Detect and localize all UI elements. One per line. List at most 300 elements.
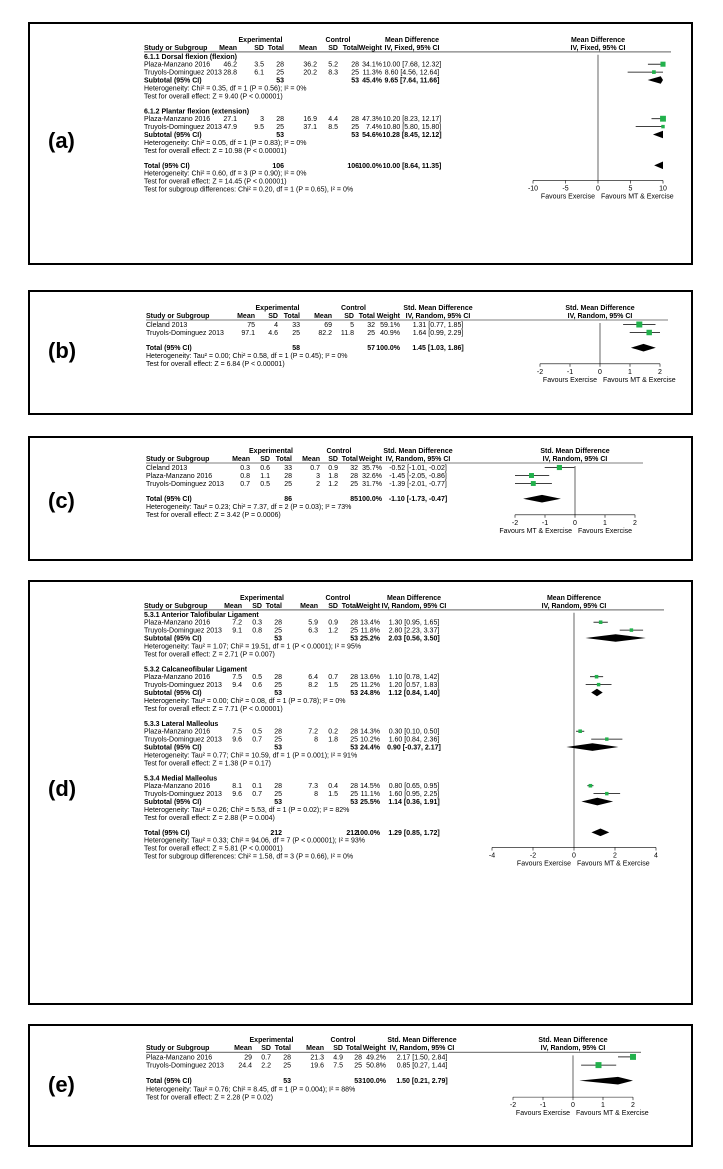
footnote: Heterogeneity: Tau² = 0.00; Chi² = 0.08, df = 1 (P = 0.78); I² = 0% bbox=[144, 697, 346, 705]
exp-total: 53 bbox=[274, 635, 282, 643]
exp-total: 25 bbox=[284, 481, 292, 488]
effect-header: Mean Difference bbox=[384, 37, 440, 44]
ctl-total: 106 bbox=[347, 162, 359, 170]
footnote: Heterogeneity: Chi² = 0.05, df = 1 (P = 0.83); I² = 0% bbox=[144, 139, 307, 147]
ctl-sd-header: SD bbox=[328, 602, 338, 610]
effect-ci: 1.50 [0.21, 2.79] bbox=[396, 1078, 448, 1086]
favours-right-label: Favours MT & Exercise bbox=[601, 193, 674, 201]
ctl-total: 25 bbox=[351, 124, 359, 132]
forest-plot-c bbox=[30, 438, 691, 559]
effect-ci: 8.60 [4.56, 12.64] bbox=[384, 69, 440, 77]
study-col-header: Study or Subgroup bbox=[144, 44, 208, 52]
footnote: Heterogeneity: Tau² = 0.23; Chi² = 7.37, df = 2 (P = 0.03); I² = 73% bbox=[146, 504, 352, 512]
ctl-total: 25 bbox=[350, 682, 358, 690]
control-header: Control bbox=[326, 448, 352, 455]
effect-method-header: IV, Random, 95% CI bbox=[389, 1045, 455, 1053]
effect-ci: 1.10 [0.78, 1.42] bbox=[388, 674, 440, 682]
exp-mean: 46.2 bbox=[223, 61, 237, 69]
exp-mean: 7.5 bbox=[232, 728, 242, 736]
total-label: Total (95% CI) bbox=[144, 829, 190, 837]
effect-ci: 10.00 [8.64, 11.35] bbox=[382, 162, 442, 170]
plot-title: Std. Mean Difference bbox=[538, 1037, 608, 1044]
footnote: Test for overall effect: Z = 9.40 (P < 0.00001) bbox=[144, 93, 283, 101]
ctl-total: 53 bbox=[350, 744, 358, 752]
study-square bbox=[646, 330, 651, 335]
exp-mean: 7.2 bbox=[232, 619, 242, 627]
ctl-mean-header: Mean bbox=[302, 456, 320, 463]
ctl-total: 57 bbox=[367, 345, 375, 353]
exp-sd-header: SD bbox=[261, 1045, 271, 1053]
effect-ci: 1.64 [0.99, 2.29] bbox=[412, 330, 464, 337]
favours-left-label: Favours Exercise bbox=[542, 376, 597, 384]
exp-total: 28 bbox=[283, 1054, 291, 1062]
exp-total-header: Total bbox=[274, 1045, 291, 1053]
total-diamond bbox=[631, 344, 656, 352]
effect-ci: 2.80 [2.23, 3.37] bbox=[388, 627, 440, 635]
exp-mean-header: Mean bbox=[219, 44, 237, 52]
total-diamond bbox=[523, 495, 561, 503]
x-tick-label: -10 bbox=[527, 185, 539, 193]
weight: 35.7% bbox=[362, 465, 382, 472]
footnote: Test for overall effect: Z = 2.28 (P = 0.02) bbox=[146, 1094, 273, 1102]
footnote: Heterogeneity: Tau² = 0.26; Chi² = 5.53, df = 1 (P = 0.02); I² = 82% bbox=[144, 806, 350, 814]
effect-header: Std. Mean Difference bbox=[383, 448, 453, 455]
effect-ci: 1.12 [0.84, 1.40] bbox=[388, 690, 440, 698]
exp-sd-header: SD bbox=[252, 602, 262, 610]
study-col-header: Study or Subgroup bbox=[146, 456, 210, 463]
study-name: Truyols-Dominguez 2013 bbox=[144, 791, 222, 799]
x-tick-label: 0 bbox=[573, 519, 577, 527]
ctl-mean: 20.2 bbox=[303, 69, 317, 77]
ctl-total: 212 bbox=[346, 829, 358, 837]
footnote: Test for subgroup differences: Chi² = 1.58, df = 3 (P = 0.66), I² = 0% bbox=[144, 853, 354, 861]
exp-mean: 0.3 bbox=[240, 465, 250, 472]
forest-plot-b bbox=[30, 292, 691, 413]
weight: 100.0% bbox=[358, 162, 382, 170]
panel-label: (e) bbox=[48, 1072, 75, 1097]
study-col-header: Study or Subgroup bbox=[146, 1045, 210, 1053]
study-square bbox=[597, 683, 600, 686]
exp-sd: 0.1 bbox=[252, 783, 262, 791]
ctl-mean: 36.2 bbox=[303, 61, 317, 69]
exp-mean: 9.6 bbox=[232, 736, 242, 744]
exp-sd: 4.6 bbox=[268, 330, 278, 337]
exp-mean: 8.1 bbox=[232, 783, 242, 791]
weight: 7.4% bbox=[366, 124, 382, 132]
weight: 11.1% bbox=[360, 791, 380, 799]
exp-total: 53 bbox=[283, 1078, 291, 1086]
x-tick-label: 1 bbox=[601, 1102, 605, 1110]
subtotal-diamond bbox=[581, 798, 613, 806]
ctl-total: 28 bbox=[351, 116, 359, 124]
footnote: Heterogeneity: Tau² = 0.33; Chi² = 94.06, df = 7 (P < 0.00001); I² = 93% bbox=[144, 837, 365, 845]
total-label: Total (95% CI) bbox=[144, 162, 190, 170]
ctl-mean: 8 bbox=[314, 736, 318, 744]
study-square bbox=[605, 792, 608, 795]
exp-sd: 9.5 bbox=[254, 124, 264, 132]
ctl-total: 25 bbox=[350, 627, 358, 635]
exp-sd: 3 bbox=[260, 116, 264, 124]
study-square bbox=[589, 784, 593, 788]
exp-total: 28 bbox=[274, 619, 282, 627]
exp-sd: 0.8 bbox=[252, 627, 262, 635]
ctl-sd: 7.5 bbox=[333, 1062, 343, 1070]
footnote: Test for overall effect: Z = 14.45 (P < 0.00001) bbox=[144, 178, 287, 186]
study-name: Plaza-Manzano 2016 bbox=[146, 473, 213, 480]
ctl-mean: 7.2 bbox=[308, 728, 318, 736]
control-header: Control bbox=[325, 595, 351, 602]
exp-mean: 28.8 bbox=[223, 69, 237, 77]
ctl-total: 25 bbox=[354, 1062, 362, 1070]
study-col-header: Study or Subgroup bbox=[144, 602, 208, 610]
exp-total: 25 bbox=[283, 1062, 291, 1070]
total-label: Total (95% CI) bbox=[146, 345, 192, 353]
weight: 13.6% bbox=[360, 674, 380, 682]
effect-ci: -1.45 [-2.05, -0.86] bbox=[389, 473, 447, 480]
subgroup-title: 5.3.1 Anterior Talofibular Ligament bbox=[144, 611, 259, 619]
exp-total: 25 bbox=[274, 627, 282, 635]
weight: 45.4% bbox=[362, 77, 382, 85]
weight: 14.3% bbox=[360, 728, 380, 736]
panel-label: (a) bbox=[48, 128, 75, 153]
weight: 100.0% bbox=[376, 345, 400, 353]
study-name: Plaza-Manzano 2016 bbox=[144, 728, 211, 736]
x-tick-label: 2 bbox=[658, 368, 662, 376]
exp-mean: 27.1 bbox=[223, 116, 237, 124]
footnote: Test for subgroup differences: Chi² = 0.20, df = 1 (P = 0.65), I² = 0% bbox=[144, 186, 354, 194]
effect-ci: 9.65 [7.64, 11.66] bbox=[384, 77, 440, 85]
exp-sd: 0.5 bbox=[260, 481, 270, 488]
ctl-sd: 1.5 bbox=[328, 791, 338, 799]
weight: 34.1% bbox=[362, 61, 382, 69]
plot-method-header: IV, Random, 95% CI bbox=[542, 456, 608, 463]
exp-total: 25 bbox=[274, 682, 282, 690]
ctl-mean: 16.9 bbox=[303, 116, 317, 124]
effect-ci: 10.20 [8.23, 12.17] bbox=[382, 116, 442, 124]
ctl-total: 25 bbox=[350, 736, 358, 744]
plot-method-header: IV, Random, 95% CI bbox=[540, 1045, 606, 1053]
weight: 40.9% bbox=[380, 330, 400, 337]
ctl-mean-header: Mean bbox=[314, 313, 332, 320]
ctl-sd: 5 bbox=[350, 322, 354, 329]
exp-mean: 47.9 bbox=[223, 124, 237, 132]
ctl-total: 28 bbox=[350, 728, 358, 736]
exp-total: 53 bbox=[274, 744, 282, 752]
subtotal-label: Subtotal (95% CI) bbox=[144, 635, 202, 643]
study-name: Cleland 2013 bbox=[146, 322, 188, 329]
study-square bbox=[557, 465, 562, 470]
study-square bbox=[661, 125, 664, 128]
study-name: Truyols-Dominguez 2013 bbox=[144, 736, 222, 744]
plot-method-header: IV, Random, 95% CI bbox=[541, 602, 607, 610]
ctl-sd: 8.3 bbox=[328, 69, 338, 77]
ctl-total: 28 bbox=[350, 619, 358, 627]
exp-mean-header: Mean bbox=[224, 602, 242, 610]
ctl-total: 28 bbox=[350, 783, 358, 791]
exp-total: 58 bbox=[292, 345, 300, 353]
exp-sd-header: SD bbox=[254, 44, 264, 52]
exp-mean: 7.5 bbox=[232, 674, 242, 682]
exp-mean: 9.6 bbox=[232, 791, 242, 799]
exp-total: 28 bbox=[284, 473, 292, 480]
subgroup-title: 5.3.3 Lateral Malleolus bbox=[144, 720, 219, 728]
weight: 24.8% bbox=[360, 690, 380, 698]
ctl-total: 28 bbox=[351, 61, 359, 69]
effect-ci: 0.30 [0.10, 0.50] bbox=[388, 728, 440, 736]
ctl-total: 53 bbox=[350, 635, 358, 643]
study-square bbox=[599, 620, 603, 624]
footnote: Test for overall effect: Z = 3.42 (P = 0.0006) bbox=[146, 512, 281, 520]
exp-total-header: Total bbox=[283, 313, 300, 320]
ctl-total: 85 bbox=[350, 496, 358, 504]
ctl-total-header: Total bbox=[342, 44, 359, 52]
effect-ci: -0.52 [-1.01, -0.02] bbox=[389, 465, 447, 472]
study-name: Plaza-Manzano 2016 bbox=[146, 1054, 213, 1062]
exp-total: 25 bbox=[276, 69, 284, 77]
weight: 10.2% bbox=[360, 736, 380, 744]
x-tick-label: 4 bbox=[654, 852, 658, 860]
weight-header: Weight bbox=[358, 44, 382, 52]
ctl-total: 28 bbox=[354, 1054, 362, 1062]
favours-right-label: Favours Exercise bbox=[578, 527, 633, 535]
exp-sd: 1.1 bbox=[260, 473, 270, 480]
study-square bbox=[596, 1062, 602, 1068]
plot-title: Mean Difference bbox=[570, 37, 626, 44]
ctl-total: 25 bbox=[350, 791, 358, 799]
panel-label: (c) bbox=[48, 488, 75, 513]
ctl-sd: 1.2 bbox=[328, 627, 338, 635]
weight-header: Weight bbox=[356, 602, 380, 610]
subtotal-diamond bbox=[653, 131, 663, 139]
ctl-mean: 69 bbox=[324, 322, 332, 329]
total-diamond bbox=[591, 829, 609, 837]
effect-ci: 1.45 [1.03, 1.86] bbox=[412, 345, 464, 353]
study-name: Truyols-Dominguez 2013 bbox=[146, 1062, 224, 1070]
study-square bbox=[630, 628, 633, 631]
ctl-sd: 0.4 bbox=[328, 783, 338, 791]
subtotal-label: Subtotal (95% CI) bbox=[144, 799, 202, 807]
exp-total: 53 bbox=[276, 132, 284, 140]
effect-ci: 1.20 [0.57, 1.83] bbox=[388, 682, 440, 690]
ctl-sd: 4.4 bbox=[328, 116, 338, 124]
x-tick-label: -1 bbox=[539, 1102, 547, 1110]
effect-header: Std. Mean Difference bbox=[403, 305, 473, 312]
x-tick-label: -5 bbox=[562, 185, 569, 193]
exp-sd: 6.1 bbox=[254, 69, 264, 77]
study-col-header: Study or Subgroup bbox=[146, 313, 210, 320]
plot-title: Mean Difference bbox=[546, 595, 602, 602]
exp-mean-header: Mean bbox=[234, 1045, 252, 1053]
ctl-mean: 8.2 bbox=[308, 682, 318, 690]
ctl-mean: 2 bbox=[316, 481, 320, 488]
exp-sd: 3.5 bbox=[254, 61, 264, 69]
study-name: Truyols-Dominguez 2013 bbox=[144, 69, 222, 77]
effect-ci: 1.30 [0.95, 1.65] bbox=[388, 619, 440, 627]
exp-sd: 0.5 bbox=[252, 674, 262, 682]
ctl-sd: 5.2 bbox=[328, 61, 338, 69]
exp-total: 53 bbox=[276, 77, 284, 85]
forest-plot-a bbox=[30, 24, 691, 263]
effect-ci: 1.31 [0.77, 1.85] bbox=[412, 322, 464, 329]
subtotal-diamond bbox=[648, 76, 663, 84]
footnote: Test for overall effect: Z = 2.88 (P = 0.004) bbox=[144, 814, 275, 822]
subtotal-label: Subtotal (95% CI) bbox=[144, 132, 202, 140]
effect-method-header: IV, Random, 95% CI bbox=[381, 602, 447, 610]
weight: 32.6% bbox=[362, 473, 382, 480]
study-name: Truyols-Dominguez 2013 bbox=[146, 481, 224, 488]
exp-total: 33 bbox=[292, 322, 300, 329]
panel-a bbox=[28, 22, 693, 265]
forest-plot-d bbox=[30, 582, 691, 1003]
x-tick-label: 5 bbox=[628, 185, 633, 193]
study-square bbox=[531, 481, 536, 486]
exp-total-header: Total bbox=[275, 456, 292, 463]
exp-total: 28 bbox=[274, 783, 282, 791]
ctl-sd-header: SD bbox=[328, 44, 338, 52]
ctl-total: 53 bbox=[350, 799, 358, 807]
subtotal-label: Subtotal (95% CI) bbox=[144, 77, 202, 85]
ctl-total: 28 bbox=[350, 674, 358, 682]
effect-method-header: IV, Random, 95% CI bbox=[405, 313, 471, 320]
exp-total: 28 bbox=[274, 674, 282, 682]
panel-label: (b) bbox=[48, 338, 77, 363]
experimental-header: Experimental bbox=[240, 595, 284, 602]
x-tick-label: -4 bbox=[488, 852, 496, 860]
subtotal-diamond bbox=[585, 634, 645, 642]
effect-ci: 0.85 [0.27, 1.44] bbox=[396, 1062, 448, 1070]
study-square bbox=[660, 62, 665, 67]
ctl-mean: 82.2 bbox=[318, 330, 332, 337]
effect-ci: 1.60 [0.84, 2.36] bbox=[388, 736, 440, 744]
ctl-total: 53 bbox=[351, 132, 359, 140]
subtotal-label: Subtotal (95% CI) bbox=[144, 690, 202, 698]
exp-total-header: Total bbox=[267, 44, 284, 52]
footnote: Heterogeneity: Chi² = 0.60, df = 3 (P = 0.90); I² = 0% bbox=[144, 170, 307, 178]
exp-sd-header: SD bbox=[268, 313, 278, 320]
study-square bbox=[529, 473, 534, 478]
footnote: Test for overall effect: Z = 6.84 (P < 0.00001) bbox=[146, 361, 285, 369]
effect-ci: -1.39 [-2.01, -0.77] bbox=[389, 481, 447, 488]
ctl-sd: 0.7 bbox=[328, 674, 338, 682]
study-square bbox=[660, 116, 666, 122]
x-tick-label: -2 bbox=[509, 1102, 517, 1110]
weight: 100.0% bbox=[356, 829, 380, 837]
ctl-mean: 0.7 bbox=[310, 465, 320, 472]
x-tick-label: 10 bbox=[659, 185, 667, 193]
x-tick-label: 2 bbox=[633, 519, 637, 527]
exp-total: 25 bbox=[292, 330, 300, 337]
plot-method-header: IV, Fixed, 95% CI bbox=[570, 44, 626, 52]
ctl-sd: 11.8 bbox=[340, 330, 354, 337]
exp-sd: 0.7 bbox=[252, 791, 262, 799]
exp-mean-header: Mean bbox=[237, 313, 255, 320]
exp-mean: 0.8 bbox=[240, 473, 250, 480]
subgroup-title: 6.1.2 Plantar flexion (extension) bbox=[144, 108, 250, 116]
ctl-sd-header: SD bbox=[344, 313, 354, 320]
exp-total: 212 bbox=[270, 829, 282, 837]
panel-label: (d) bbox=[48, 776, 77, 801]
x-tick-label: 0 bbox=[571, 1102, 575, 1110]
exp-sd: 2.2 bbox=[261, 1062, 271, 1070]
weight: 11.8% bbox=[360, 627, 380, 635]
favours-left-label: Favours Exercise bbox=[516, 860, 571, 868]
control-header: Control bbox=[325, 37, 351, 44]
x-tick-label: 2 bbox=[613, 852, 617, 860]
ctl-total-header: Total bbox=[341, 602, 358, 610]
subtotal-label: Subtotal (95% CI) bbox=[144, 744, 202, 752]
total-diamond bbox=[654, 162, 663, 170]
exp-total: 53 bbox=[274, 799, 282, 807]
x-tick-label: -2 bbox=[529, 852, 537, 860]
footnote: Test for overall effect: Z = 10.98 (P < 0.00001) bbox=[144, 147, 287, 155]
exp-mean: 9.1 bbox=[232, 627, 242, 635]
ctl-mean: 19.6 bbox=[310, 1062, 324, 1070]
ctl-mean: 6.3 bbox=[308, 627, 318, 635]
ctl-sd: 8.5 bbox=[328, 124, 338, 132]
exp-mean: 9.4 bbox=[232, 682, 242, 690]
footnote: Test for overall effect: Z = 1.38 (P = 0.17) bbox=[144, 760, 271, 768]
ctl-sd: 0.9 bbox=[328, 619, 338, 627]
ctl-mean: 21.3 bbox=[310, 1054, 324, 1062]
study-square bbox=[636, 322, 642, 328]
study-name: Plaza-Manzano 2016 bbox=[144, 619, 211, 627]
x-tick-label: 2 bbox=[631, 1102, 635, 1110]
experimental-header: Experimental bbox=[249, 1037, 294, 1044]
footnote: Test for overall effect: Z = 7.71 (P < 0.00001) bbox=[144, 705, 283, 713]
exp-total: 28 bbox=[274, 728, 282, 736]
effect-ci: 10.80 [5.80, 15.80] bbox=[382, 124, 442, 132]
forest-plot-e bbox=[30, 1026, 691, 1145]
study-name: Cleland 2013 bbox=[146, 465, 188, 472]
study-square bbox=[578, 729, 582, 733]
ctl-sd: 1.2 bbox=[328, 481, 338, 488]
effect-method-header: IV, Fixed, 95% CI bbox=[384, 44, 440, 52]
footnote: Heterogeneity: Chi² = 0.35, df = 1 (P = 0.56); I² = 0% bbox=[144, 85, 307, 93]
plot-title: Std. Mean Difference bbox=[565, 305, 635, 312]
study-name: Plaza-Manzano 2016 bbox=[144, 116, 211, 124]
control-header: Control bbox=[341, 305, 366, 312]
footnote: Test for overall effect: Z = 2.71 (P = 0.007) bbox=[144, 651, 275, 659]
study-name: Truyols-Dominguez 2013 bbox=[146, 330, 224, 337]
footnote: Heterogeneity: Tau² = 0.77; Chi² = 10.59, df = 1 (P = 0.001); I² = 91% bbox=[144, 752, 358, 760]
exp-sd: 0.5 bbox=[252, 728, 262, 736]
study-square bbox=[605, 737, 608, 740]
favours-right-label: Favours MT & Exercise bbox=[577, 860, 650, 868]
study-name: Truyols-Dominguez 2013 bbox=[144, 124, 222, 132]
weight: 13.4% bbox=[360, 619, 380, 627]
ctl-total: 32 bbox=[367, 322, 375, 329]
exp-sd-header: SD bbox=[260, 456, 270, 463]
weight: 11.2% bbox=[360, 682, 380, 690]
experimental-header: Experimental bbox=[249, 448, 293, 455]
x-tick-label: -1 bbox=[541, 519, 549, 527]
weight: 47.3% bbox=[362, 116, 382, 124]
weight: 24.4% bbox=[360, 744, 380, 752]
ctl-sd: 1.8 bbox=[328, 736, 338, 744]
exp-total: 28 bbox=[276, 116, 284, 124]
ctl-mean: 8 bbox=[314, 791, 318, 799]
control-header: Control bbox=[330, 1037, 356, 1044]
ctl-mean-header: Mean bbox=[306, 1045, 324, 1053]
experimental-header: Experimental bbox=[238, 37, 283, 44]
ctl-sd-header: SD bbox=[333, 1045, 343, 1053]
x-tick-label: -2 bbox=[536, 368, 544, 376]
effect-header: Mean Difference bbox=[386, 595, 442, 602]
study-name: Truyols-Dominguez 2013 bbox=[144, 682, 222, 690]
exp-total: 33 bbox=[284, 465, 292, 472]
ctl-total: 28 bbox=[350, 473, 358, 480]
ctl-mean: 7.3 bbox=[308, 783, 318, 791]
